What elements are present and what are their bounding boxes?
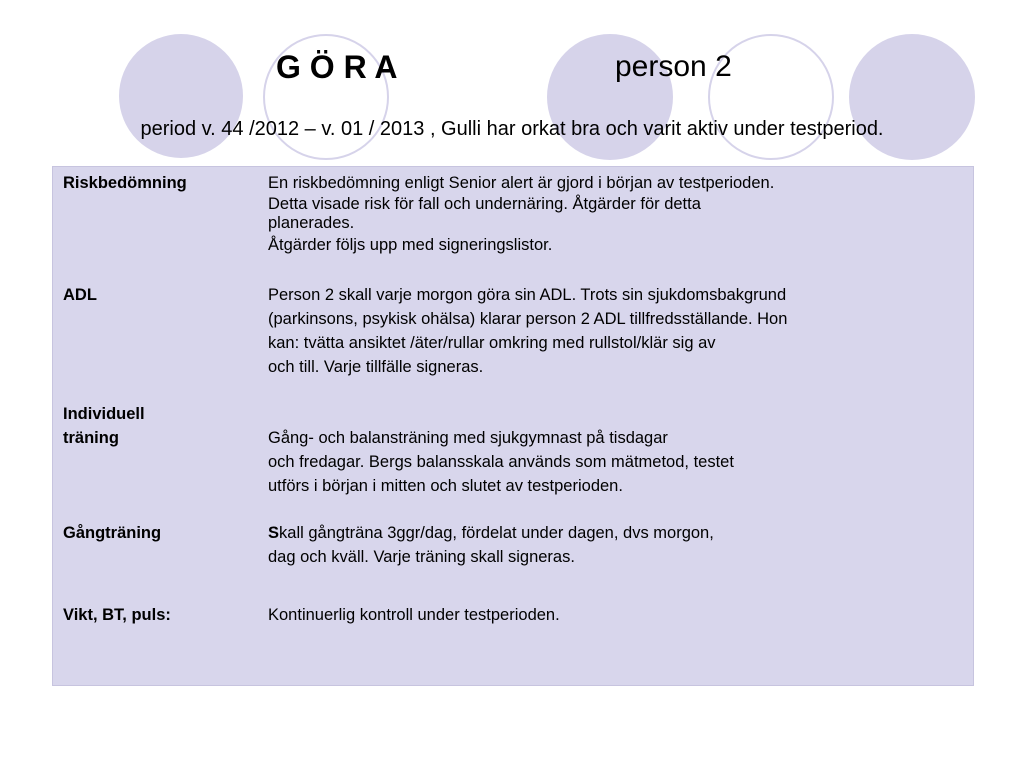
row-text-line: dag och kväll. Varje träning skall signeras. <box>268 548 575 566</box>
content-panel <box>52 166 974 686</box>
row-label-line: Individuell <box>63 405 145 423</box>
row-lead-letter: S <box>268 524 280 542</box>
row-text-line: kan: tvätta ansiktet /äter/rullar omkring med rullstol/klär sig av <box>268 334 716 352</box>
row-label <box>63 402 263 450</box>
row-label-line: träning <box>63 429 119 447</box>
slide-person-label: person 2 <box>615 50 732 83</box>
row-text-line: planerades. <box>268 214 355 232</box>
row-label: Gångträning <box>63 524 162 542</box>
row-text-line: och till. Varje tillfälle signeras. <box>268 358 484 376</box>
row-text: kall gångträna 3ggr/dag, fördelat under dagen, dvs morgon, <box>279 524 714 542</box>
row-text-line: (parkinsons, psykisk ohälsa) klarar person 2 ADL tillfredsställande. Hon <box>268 310 788 328</box>
row-text-line: Detta visade risk för fall och undernäring. Åtgärder för detta <box>268 195 701 213</box>
row-text-line: Kontinuerlig kontroll under testperioden. <box>268 606 560 624</box>
row-text-line <box>268 521 908 545</box>
row-text-line: En riskbedömning enligt Senior alert är gjord i början av testperioden. <box>268 174 775 192</box>
row-body <box>268 521 908 569</box>
slide-title: G Ö R A <box>276 49 398 85</box>
row-body <box>268 171 908 257</box>
slide-subtitle: period v. 44 /2012 – v. 01 / 2013 , Gulli har orkat bra och varit aktiv under testperiod. <box>140 118 884 140</box>
row-body <box>268 283 908 379</box>
row-body <box>268 603 908 627</box>
row-text-line: och fredagar. Bergs balansskala används som mätmetod, testet <box>268 453 734 471</box>
row-text-line: Person 2 skall varje morgon göra sin ADL. Trots sin sjukdomsbakgrund <box>268 286 787 304</box>
row-label: Vikt, BT, puls: <box>63 606 171 624</box>
row-label: ADL <box>63 286 97 304</box>
row-label: Riskbedömning <box>63 174 187 192</box>
row-text-line: Åtgärder följs upp med signeringslistor. <box>268 236 553 254</box>
row-body <box>268 426 908 498</box>
row-text-line: utförs i början i mitten och slutet av testperioden. <box>268 477 623 495</box>
row-text-line: Gång- och balansträning med sjukgymnast på tisdagar <box>268 429 668 447</box>
